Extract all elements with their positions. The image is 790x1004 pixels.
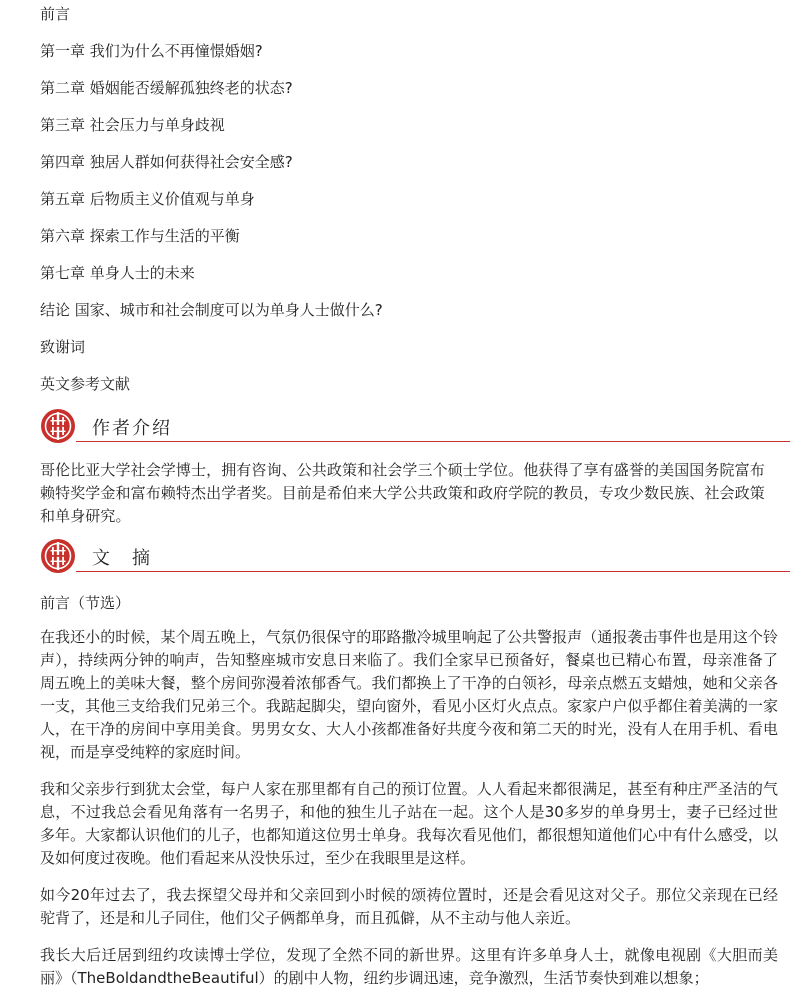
excerpt-body bbox=[40, 626, 778, 1004]
toc-item-chapter-1[interactable]: 第一章 我们为什么不再憧憬婚姻? bbox=[40, 42, 263, 60]
excerpt-label: 前言（节选） bbox=[40, 594, 131, 612]
toc-item-chapter-5[interactable]: 第五章 后物质主义价值观与单身 bbox=[40, 190, 255, 208]
toc-item-chapter-6[interactable]: 第六章 探索工作与生活的平衡 bbox=[40, 227, 240, 245]
toc-item-references[interactable]: 英文参考文献 bbox=[40, 375, 131, 393]
section-divider bbox=[76, 571, 790, 572]
author-bio: 哥伦比亚大学社会学博士，拥有咨询、公共政策和社会学三个硕士学位。他获得了享有盛誉的美国国务院富布赖特奖学金和富布赖特杰出学者奖。目前是希伯来大学公共政策和政府学院的教员，专攻少数民族、社会政策和单身研究。 bbox=[40, 461, 765, 525]
citic-logo-icon bbox=[40, 408, 76, 444]
author-section-title: 作者介绍 bbox=[92, 418, 172, 439]
citic-logo-icon bbox=[40, 538, 76, 574]
author-section-header bbox=[40, 408, 790, 444]
excerpt-paragraph: 如今20年过去了，我去探望父母并和父亲回到小时候的颂祷位置时，还是会看见这对父子。那位父亲现在已经驼背了，还是和儿子同住，他们父子俩都单身，而且孤僻，从不主动与他人亲近。 bbox=[40, 886, 778, 927]
excerpt-paragraph: 我长大后迁居到纽约攻读博士学位，发现了全然不同的新世界。这里有许多单身人士，就像电视剧《大胆而美丽》（TheBoldandtheBeautiful）的剧中人物，纽约步调迅速，竞争激烈，生活节奏快到难以想象； bbox=[40, 946, 778, 987]
toc-item-chapter-7[interactable]: 第七章 单身人士的未来 bbox=[40, 264, 195, 282]
toc-item-chapter-2[interactable]: 第二章 婚姻能否缓解孤独终老的状态? bbox=[40, 79, 293, 97]
digest-section-title: 文 摘 bbox=[92, 548, 152, 569]
toc-item-conclusion[interactable]: 结论 国家、城市和社会制度可以为单身人士做什么? bbox=[40, 301, 383, 319]
excerpt-paragraph: 我和父亲步行到犹太会堂，每户人家在那里都有自己的预订位置。人人看起来都很满足，甚至有种庄严圣洁的气息，不过我总会看见角落有一名男子，和他的独生儿子站在一起。这个人是30多岁的单身男士，妻子已经过世多年。大家都认识他们的儿子，也都知道这位男士单身。我每次看见他们，都很想知道他们心中有什么感受，以及如何度过夜晚。他们看起来从没快乐过，至少在我眼里是这样。 bbox=[40, 780, 778, 867]
toc-item-chapter-3[interactable]: 第三章 社会压力与单身歧视 bbox=[40, 116, 225, 134]
toc-item-preface[interactable]: 前言 bbox=[40, 5, 71, 23]
digest-section-header bbox=[40, 538, 790, 574]
section-divider bbox=[76, 441, 790, 442]
table-of-contents bbox=[40, 4, 780, 411]
excerpt-paragraph: 在我还小的时候，某个周五晚上，气氛仍很保守的耶路撒冷城里响起了公共警报声（通报袭击事件也是用这个铃声），持续两分钟的响声，告知整座城市安息日来临了。我们全家早已预备好，餐桌也已精心布置，母亲准备了周五晚上的美味大餐，整个房间弥漫着浓郁香气。我们都换上了干净的白领衫，母亲点燃五支蜡烛，她和父亲各一支，其他三支给我们兄弟三个。我踮起脚尖，望向窗外，看见小区灯火点点。家家户户似乎都住着美满的一家人，在干净的房间中享用美食。男男女女、大人小孩都准备好共度今夜和第二天的时光，没有人在用手机、看电视，而是享受纯粹的家庭时间。 bbox=[40, 628, 778, 761]
toc-item-chapter-4[interactable]: 第四章 独居人群如何获得社会安全感? bbox=[40, 153, 293, 171]
toc-item-acknowledgements[interactable]: 致谢词 bbox=[40, 338, 86, 356]
